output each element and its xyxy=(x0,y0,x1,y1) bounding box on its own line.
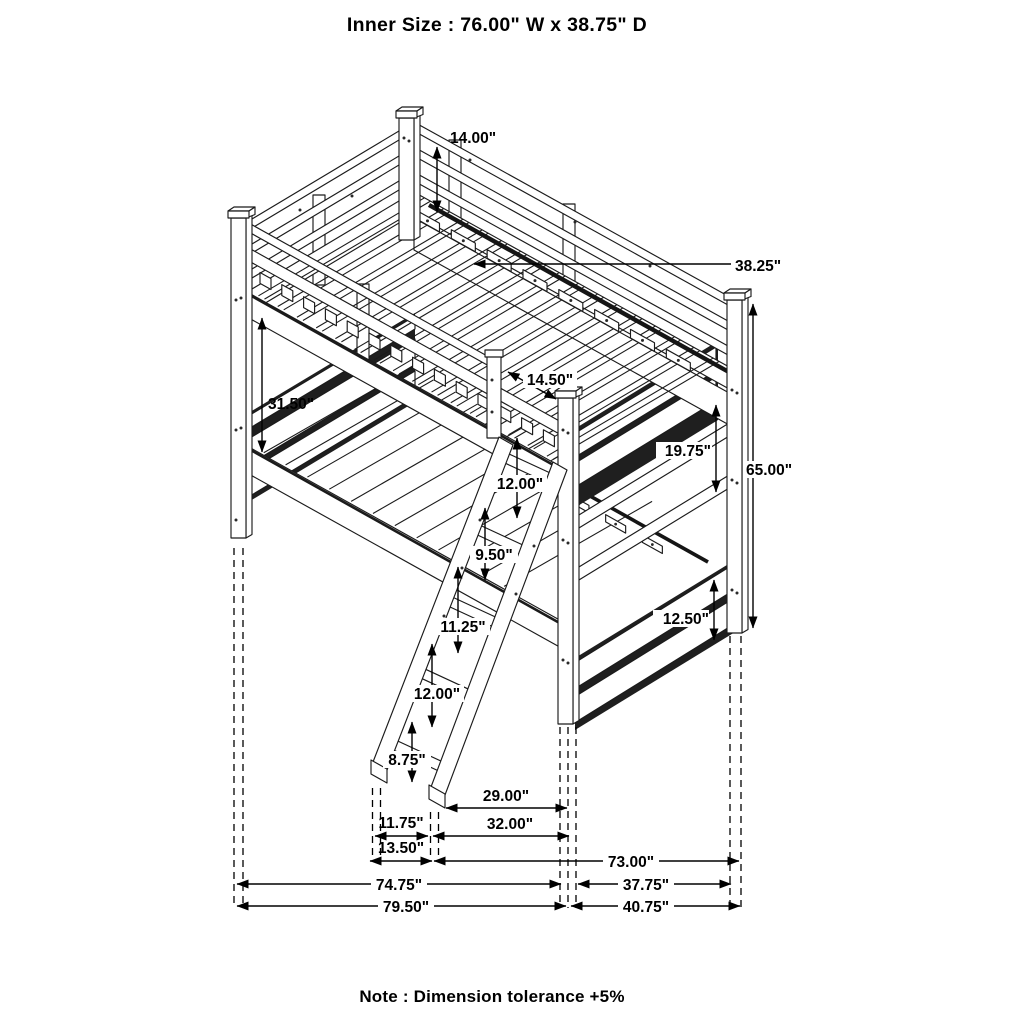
dim-label-overall-length: 79.50" xyxy=(382,899,430,916)
dim-label-footboard-panel-height: 12.50" xyxy=(662,611,709,628)
dim-label-bunk-to-bunk-gap: 19.75" xyxy=(664,443,711,460)
dim-label-ladder-outer-width: 13.50" xyxy=(377,840,425,857)
guard-end-post xyxy=(485,350,503,438)
page-title: Inner Size : 76.00" W x 38.75" D xyxy=(346,14,648,36)
dim-label-frame-length-73: 73.00" xyxy=(607,854,655,871)
dim-label-overall-depth: 40.75" xyxy=(622,899,670,916)
dim-label-frame-depth-37-75: 37.75" xyxy=(622,877,670,894)
front-post xyxy=(555,387,582,724)
dim-label-rung-spacing-top: 12.00" xyxy=(496,476,544,493)
dim-label-ladder-foot-to-post: 29.00" xyxy=(482,788,530,805)
dim-label-rung-spacing-fourth: 12.00" xyxy=(413,686,461,703)
dim-label-upper-bed-depth: 38.25" xyxy=(735,258,782,275)
lower-footboard xyxy=(575,557,740,730)
dim-label-under-upper-clearance: 31.50" xyxy=(268,396,315,413)
left-post xyxy=(228,207,255,538)
dim-label-ladder-projection: 32.00" xyxy=(486,816,534,833)
tolerance-note: Note : Dimension tolerance +5% xyxy=(359,987,625,1006)
dim-label-overall-height: 65.00" xyxy=(746,462,793,479)
dim-label-guard-rail-height: 14.00" xyxy=(450,130,497,147)
dim-label-rung-spacing-third: 11.25" xyxy=(440,619,486,636)
dim-label-rung-to-floor: 8.75" xyxy=(388,752,426,769)
back-post xyxy=(396,107,423,240)
dim-label-frame-length-74-75: 74.75" xyxy=(375,877,423,894)
dim-label-ladder-foot-width: 11.75" xyxy=(378,815,424,832)
dim-label-rung-spacing-second: 9.50" xyxy=(475,547,513,564)
dim-label-ladder-opening: 14.50" xyxy=(526,372,574,389)
